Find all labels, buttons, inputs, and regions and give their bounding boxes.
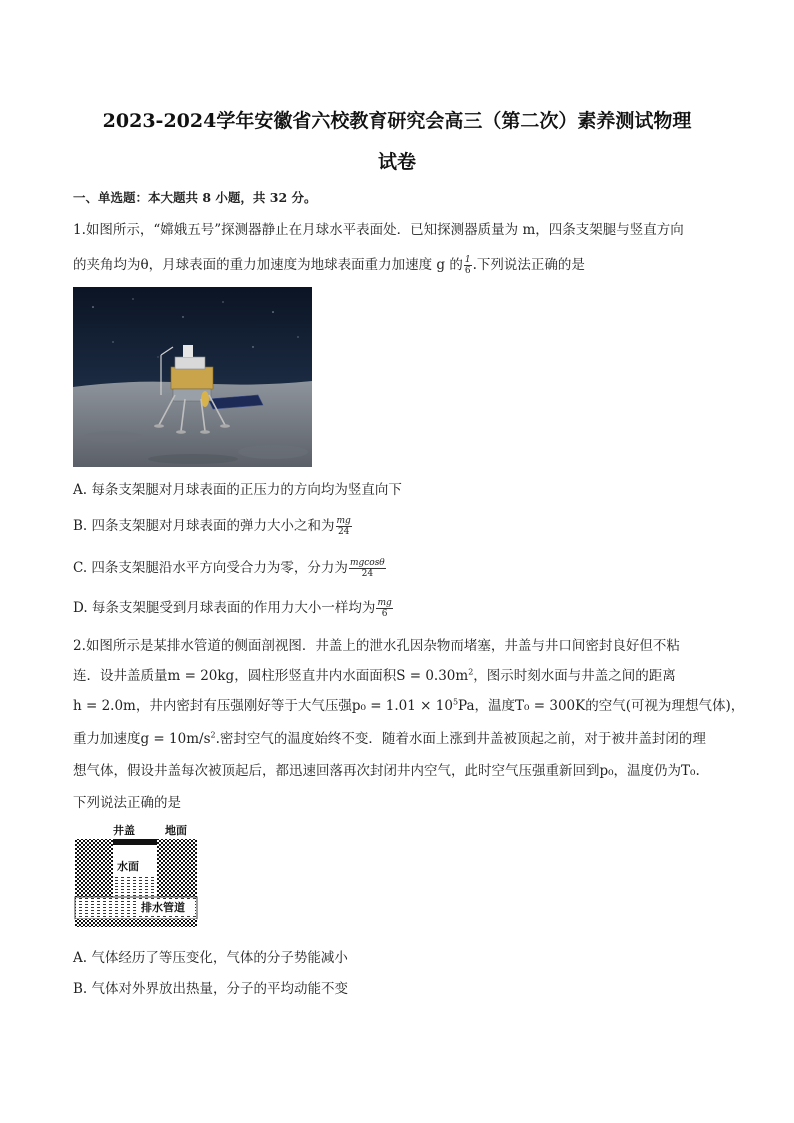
- q1-stem-line2: [73, 253, 585, 276]
- q1-option-c-num: mgcosθ: [349, 558, 385, 568]
- label-cover: 井盖: [113, 824, 135, 837]
- drain-pipe-figure: [73, 822, 203, 930]
- q2-stem-line2-text: 连．设井盖质量m = 20kg，圆柱形竖直井内水面面积S = 0.30m: [73, 668, 469, 684]
- q2-stem-line3-sup: 5: [452, 697, 459, 707]
- drain-pipe-diagram: [73, 822, 203, 930]
- q2-stem-line4-end: .密封空气的温度始终不变．随着水面上涨到井盖被顶起之前，对于被井盖封闭的理: [215, 731, 706, 747]
- q2-option-b: B. 气体对外界放出热量，分子的平均动能不变: [73, 981, 349, 997]
- q1-option-a: A. 每条支架腿对月球表面的正压力的方向均为竖直向下: [73, 482, 402, 498]
- q1-stem-line2-end: .下列说法正确的是: [472, 257, 585, 273]
- q1-option-d-fraction: [376, 598, 392, 619]
- q1-option-c-text: C. 四条支架腿沿水平方向受合力为零，分力为: [73, 560, 348, 576]
- q2-stem-line4-sup: 2: [210, 730, 216, 740]
- exam-title-line2: 试卷: [377, 151, 416, 173]
- q2-stem-line1: 2.如图所示是某排水管道的侧面剖视图．井盖上的泄水孔因杂物而堵塞，井盖与井口间密封良好但不粘: [73, 638, 680, 654]
- q2-stem-line6: 下列说法正确的是: [73, 795, 181, 811]
- q1-option-d-den: 6: [381, 609, 388, 619]
- q1-option-b: [73, 514, 353, 537]
- q1-fraction-num: 1: [464, 255, 471, 265]
- section-header: 一、单选题：本大题共 8 小题，共 32 分。: [73, 190, 317, 205]
- q2-stem-line3-text: h = 2.0m，井内密封有压强刚好等于大气压强p₀ = 1.01 × 10: [73, 698, 453, 714]
- q1-option-b-num: mg: [336, 516, 351, 526]
- exam-title-line1: 2023-2024学年安徽省六校教育研究会高三（第二次）素养测试物理: [102, 110, 692, 132]
- q1-option-d: [73, 596, 394, 619]
- q2-stem-line5: 想气体，假设井盖每次被顶起后，都迅速回落再次封闭井内空气，此时空气压强重新回到p₀，温度仍为T₀.: [73, 763, 700, 779]
- q1-option-b-text: B. 四条支架腿对月球表面的弹力大小之和为: [73, 518, 335, 534]
- q1-option-c: [73, 556, 387, 579]
- q2-stem-line2: [73, 664, 676, 684]
- q1-option-d-text: D. 每条支架腿受到月球表面的作用力大小一样均为: [73, 600, 376, 616]
- label-water: 水面: [117, 860, 139, 873]
- q2-stem-line4: [73, 727, 706, 747]
- q1-option-c-den: 24: [361, 569, 374, 579]
- manhole-cover: [113, 839, 157, 845]
- q2-stem-line3: [73, 694, 744, 714]
- label-ground: 地面: [165, 824, 187, 837]
- q1-option-b-fraction: [336, 516, 352, 537]
- q1-option-d-num: mg: [377, 598, 392, 608]
- q1-option-b-den: 24: [337, 527, 350, 537]
- q1-fraction: [464, 255, 472, 276]
- q1-fraction-den: 6: [464, 266, 471, 276]
- q2-stem-line4-text: 重力加速度g = 10m/s: [73, 731, 211, 747]
- q2-stem-line3-end: Pa，温度T₀ = 300K的空气(可视为理想气体)，: [458, 698, 745, 714]
- q2-stem-line2-end: ，图示时刻水面与井盖之间的距离: [473, 668, 676, 684]
- q1-option-c-fraction: [349, 558, 386, 579]
- lander-photo: [73, 287, 312, 467]
- q2-stem-line2-sup: 2: [468, 667, 474, 677]
- label-pipe: 排水管道: [141, 901, 185, 914]
- q1-stem-line2-text: 的夹角均为θ，月球表面的重力加速度为地球表面重力加速度 g 的: [73, 257, 463, 273]
- q2-option-a: A. 气体经历了等压变化，气体的分子势能减小: [73, 950, 348, 966]
- lander-illustration: [73, 287, 312, 467]
- q1-stem-line1: 1.如图所示，“嫦娥五号”探测器静止在月球水平表面处．已知探测器质量为 m，四条支架腿与竖直方向: [73, 222, 684, 238]
